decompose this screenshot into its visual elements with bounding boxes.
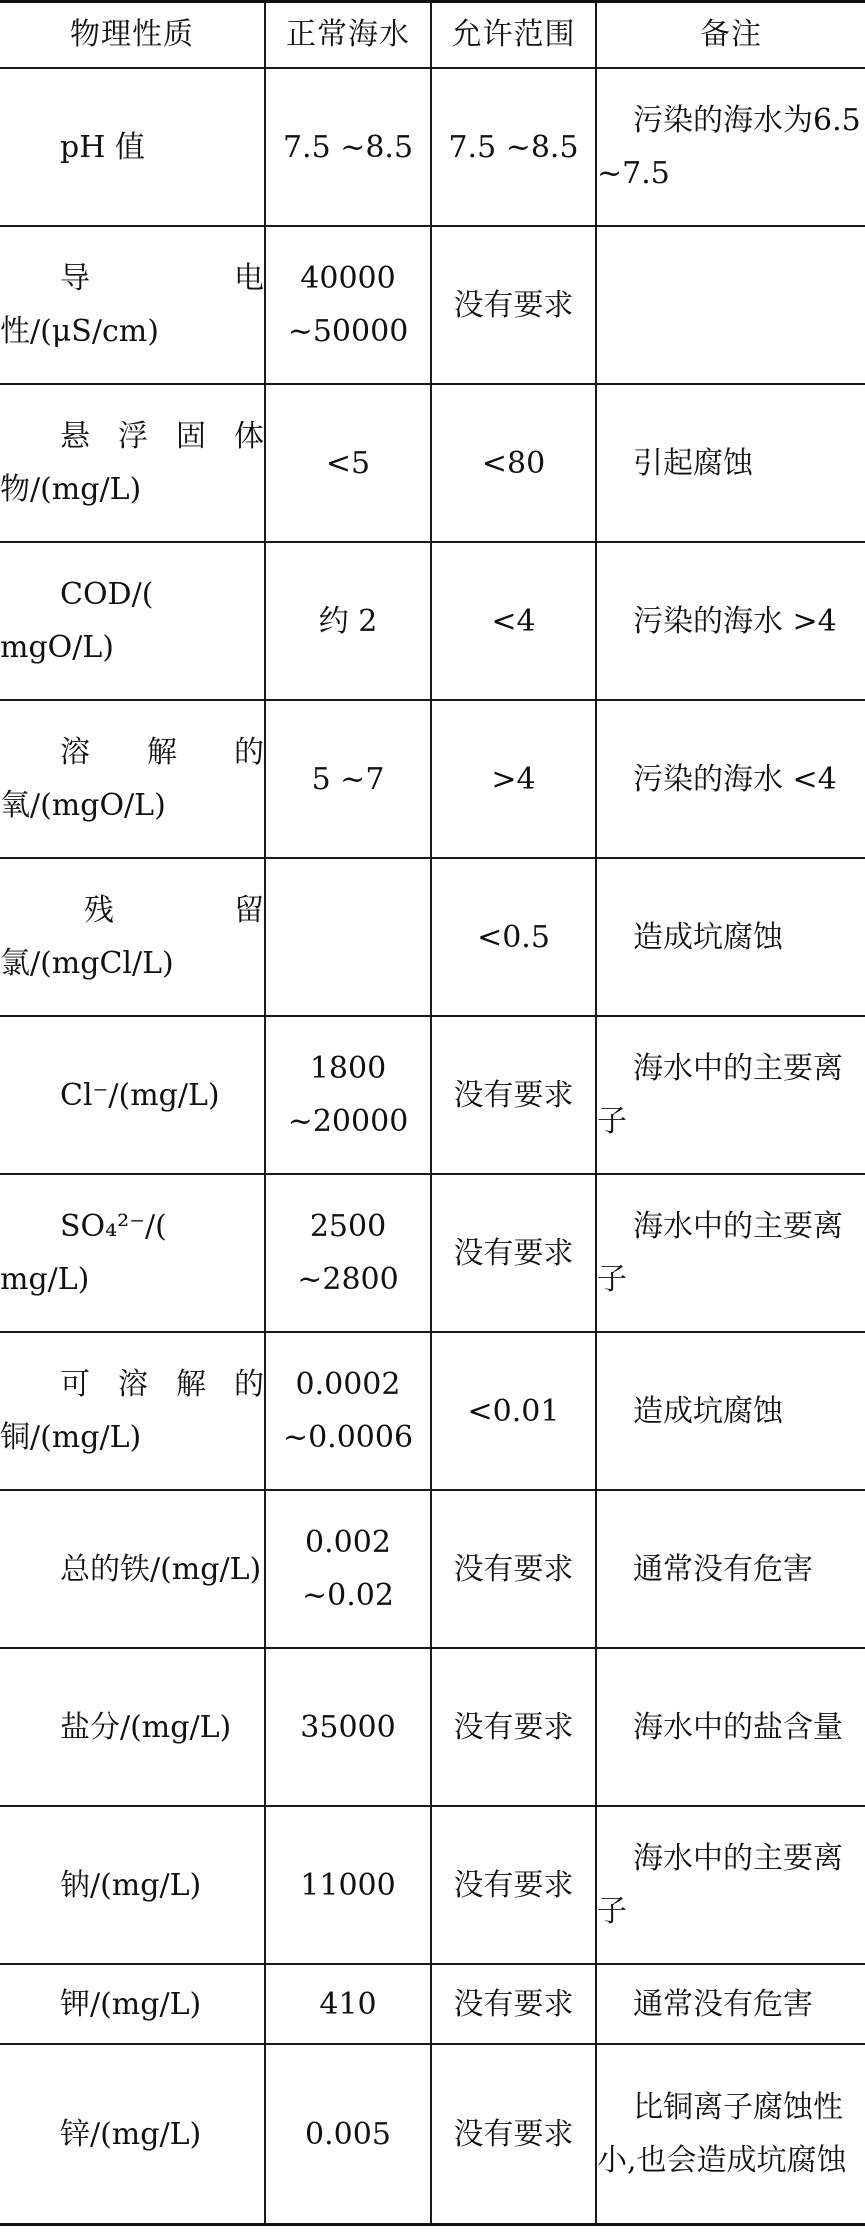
cell-allowed: 没有要求 xyxy=(431,2044,596,2225)
cell-property xyxy=(0,1016,265,1174)
cell-remark xyxy=(596,1490,865,1648)
cell-remark xyxy=(596,1016,865,1174)
cell-property xyxy=(0,2044,265,2225)
cell-normal: 5 ~7 xyxy=(265,700,431,858)
property-text: 可溶解的铜/(mg/L) xyxy=(0,1367,264,1455)
cell-remark xyxy=(596,858,865,1016)
table-row xyxy=(0,858,865,1016)
cell-property xyxy=(0,700,265,858)
table-row xyxy=(0,1964,865,2044)
cell-normal: <5 xyxy=(265,384,431,542)
cell-normal: 1800 ~20000 xyxy=(265,1016,431,1174)
cell-allowed: <0.01 xyxy=(431,1332,596,1490)
cell-allowed: >4 xyxy=(431,700,596,858)
cell-remark xyxy=(596,1332,865,1490)
cell-normal: 0.005 xyxy=(265,2044,431,2225)
table-row xyxy=(0,2044,865,2225)
table-body xyxy=(0,68,865,2225)
table-row xyxy=(0,700,865,858)
property-text: Cl⁻/(mg/L) xyxy=(60,1077,220,1113)
cell-property xyxy=(0,68,265,226)
header-remark: 备注 xyxy=(596,2,865,69)
cell-remark xyxy=(596,700,865,858)
remark-text: 海水中的主要离子 xyxy=(597,1209,843,1297)
table-row xyxy=(0,384,865,542)
cell-remark xyxy=(596,384,865,542)
remark-text: 比铜离子腐蚀性小,也会造成坑腐蚀 xyxy=(597,2090,847,2178)
cell-allowed: 没有要求 xyxy=(431,226,596,384)
table-row xyxy=(0,542,865,700)
remark-text: 污染的海水为6.5 ~7.5 xyxy=(597,103,861,191)
property-text: SO₄²⁻/( mg/L) xyxy=(0,1209,167,1297)
header-normal: 正常海水 xyxy=(265,2,431,69)
cell-normal: 0.0002 ~0.0006 xyxy=(265,1332,431,1490)
cell-allowed: <4 xyxy=(431,542,596,700)
remark-text: 通常没有危害 xyxy=(633,1551,813,1587)
cell-remark xyxy=(596,1964,865,2044)
property-text: 悬浮固体物/(mg/L) xyxy=(0,419,264,507)
cell-remark xyxy=(596,1648,865,1806)
property-text: 钠/(mg/L) xyxy=(60,1867,202,1903)
cell-property xyxy=(0,226,265,384)
cell-allowed: 没有要求 xyxy=(431,1174,596,1332)
cell-allowed: 没有要求 xyxy=(431,1016,596,1174)
table-row xyxy=(0,1016,865,1174)
cell-property xyxy=(0,1490,265,1648)
cell-normal xyxy=(265,858,431,1016)
cell-allowed: <0.5 xyxy=(431,858,596,1016)
property-text: 导电性/(μS/cm) xyxy=(0,261,264,349)
remark-text: 造成坑腐蚀 xyxy=(633,919,783,955)
remark-text: 海水中的主要离子 xyxy=(597,1841,843,1929)
remark-text: 引起腐蚀 xyxy=(633,445,753,481)
cell-allowed: 没有要求 xyxy=(431,1490,596,1648)
remark-text: 污染的海水 <4 xyxy=(633,761,837,797)
remark-text: 造成坑腐蚀 xyxy=(633,1393,783,1429)
cell-normal: 40000 ~50000 xyxy=(265,226,431,384)
header-property: 物理性质 xyxy=(0,2,265,69)
cell-property xyxy=(0,542,265,700)
remark-text: 污染的海水 >4 xyxy=(633,603,837,639)
cell-remark xyxy=(596,1806,865,1964)
cell-allowed: 没有要求 xyxy=(431,1648,596,1806)
cell-property xyxy=(0,1806,265,1964)
remark-text: 通常没有危害 xyxy=(633,1986,813,2022)
cell-normal: 7.5 ~8.5 xyxy=(265,68,431,226)
cell-property xyxy=(0,1174,265,1332)
cell-remark xyxy=(596,1174,865,1332)
header-row xyxy=(0,2,865,69)
property-text: 残 留 氯/(mgCl/L) xyxy=(0,893,264,981)
table-row xyxy=(0,1332,865,1490)
cell-normal: 11000 xyxy=(265,1806,431,1964)
property-text: 总的铁/(mg/L) xyxy=(60,1551,262,1587)
cell-allowed: 没有要求 xyxy=(431,1806,596,1964)
table-row xyxy=(0,1648,865,1806)
cell-property xyxy=(0,858,265,1016)
cell-remark xyxy=(596,226,865,384)
header-allowed: 允许范围 xyxy=(431,2,596,69)
property-text: 锌/(mg/L) xyxy=(60,2116,202,2152)
cell-property xyxy=(0,1964,265,2044)
cell-property xyxy=(0,1648,265,1806)
cell-allowed: 7.5 ~8.5 xyxy=(431,68,596,226)
table-row xyxy=(0,1806,865,1964)
cell-allowed: <80 xyxy=(431,384,596,542)
property-text: COD/( mgO/L) xyxy=(0,577,154,665)
table-row xyxy=(0,226,865,384)
cell-remark xyxy=(596,68,865,226)
property-text: 盐分/(mg/L) xyxy=(60,1709,232,1745)
property-text: 溶 解 的 氧/(mgO/L) xyxy=(0,735,264,823)
cell-normal: 35000 xyxy=(265,1648,431,1806)
cell-normal: 2500 ~2800 xyxy=(265,1174,431,1332)
table-header xyxy=(0,2,865,69)
property-text: pH 值 xyxy=(60,129,145,165)
table-row xyxy=(0,1490,865,1648)
table-row xyxy=(0,68,865,226)
cell-normal: 0.002 ~0.02 xyxy=(265,1490,431,1648)
cell-property xyxy=(0,384,265,542)
cell-normal: 410 xyxy=(265,1964,431,2044)
cell-property xyxy=(0,1332,265,1490)
remark-text: 海水中的主要离子 xyxy=(597,1051,843,1139)
cell-remark xyxy=(596,542,865,700)
cell-normal: 约 2 xyxy=(265,542,431,700)
remark-text: 海水中的盐含量 xyxy=(633,1709,843,1745)
property-text: 钾/(mg/L) xyxy=(60,1986,202,2022)
table-row xyxy=(0,1174,865,1332)
cell-remark xyxy=(596,2044,865,2225)
cell-allowed: 没有要求 xyxy=(431,1964,596,2044)
